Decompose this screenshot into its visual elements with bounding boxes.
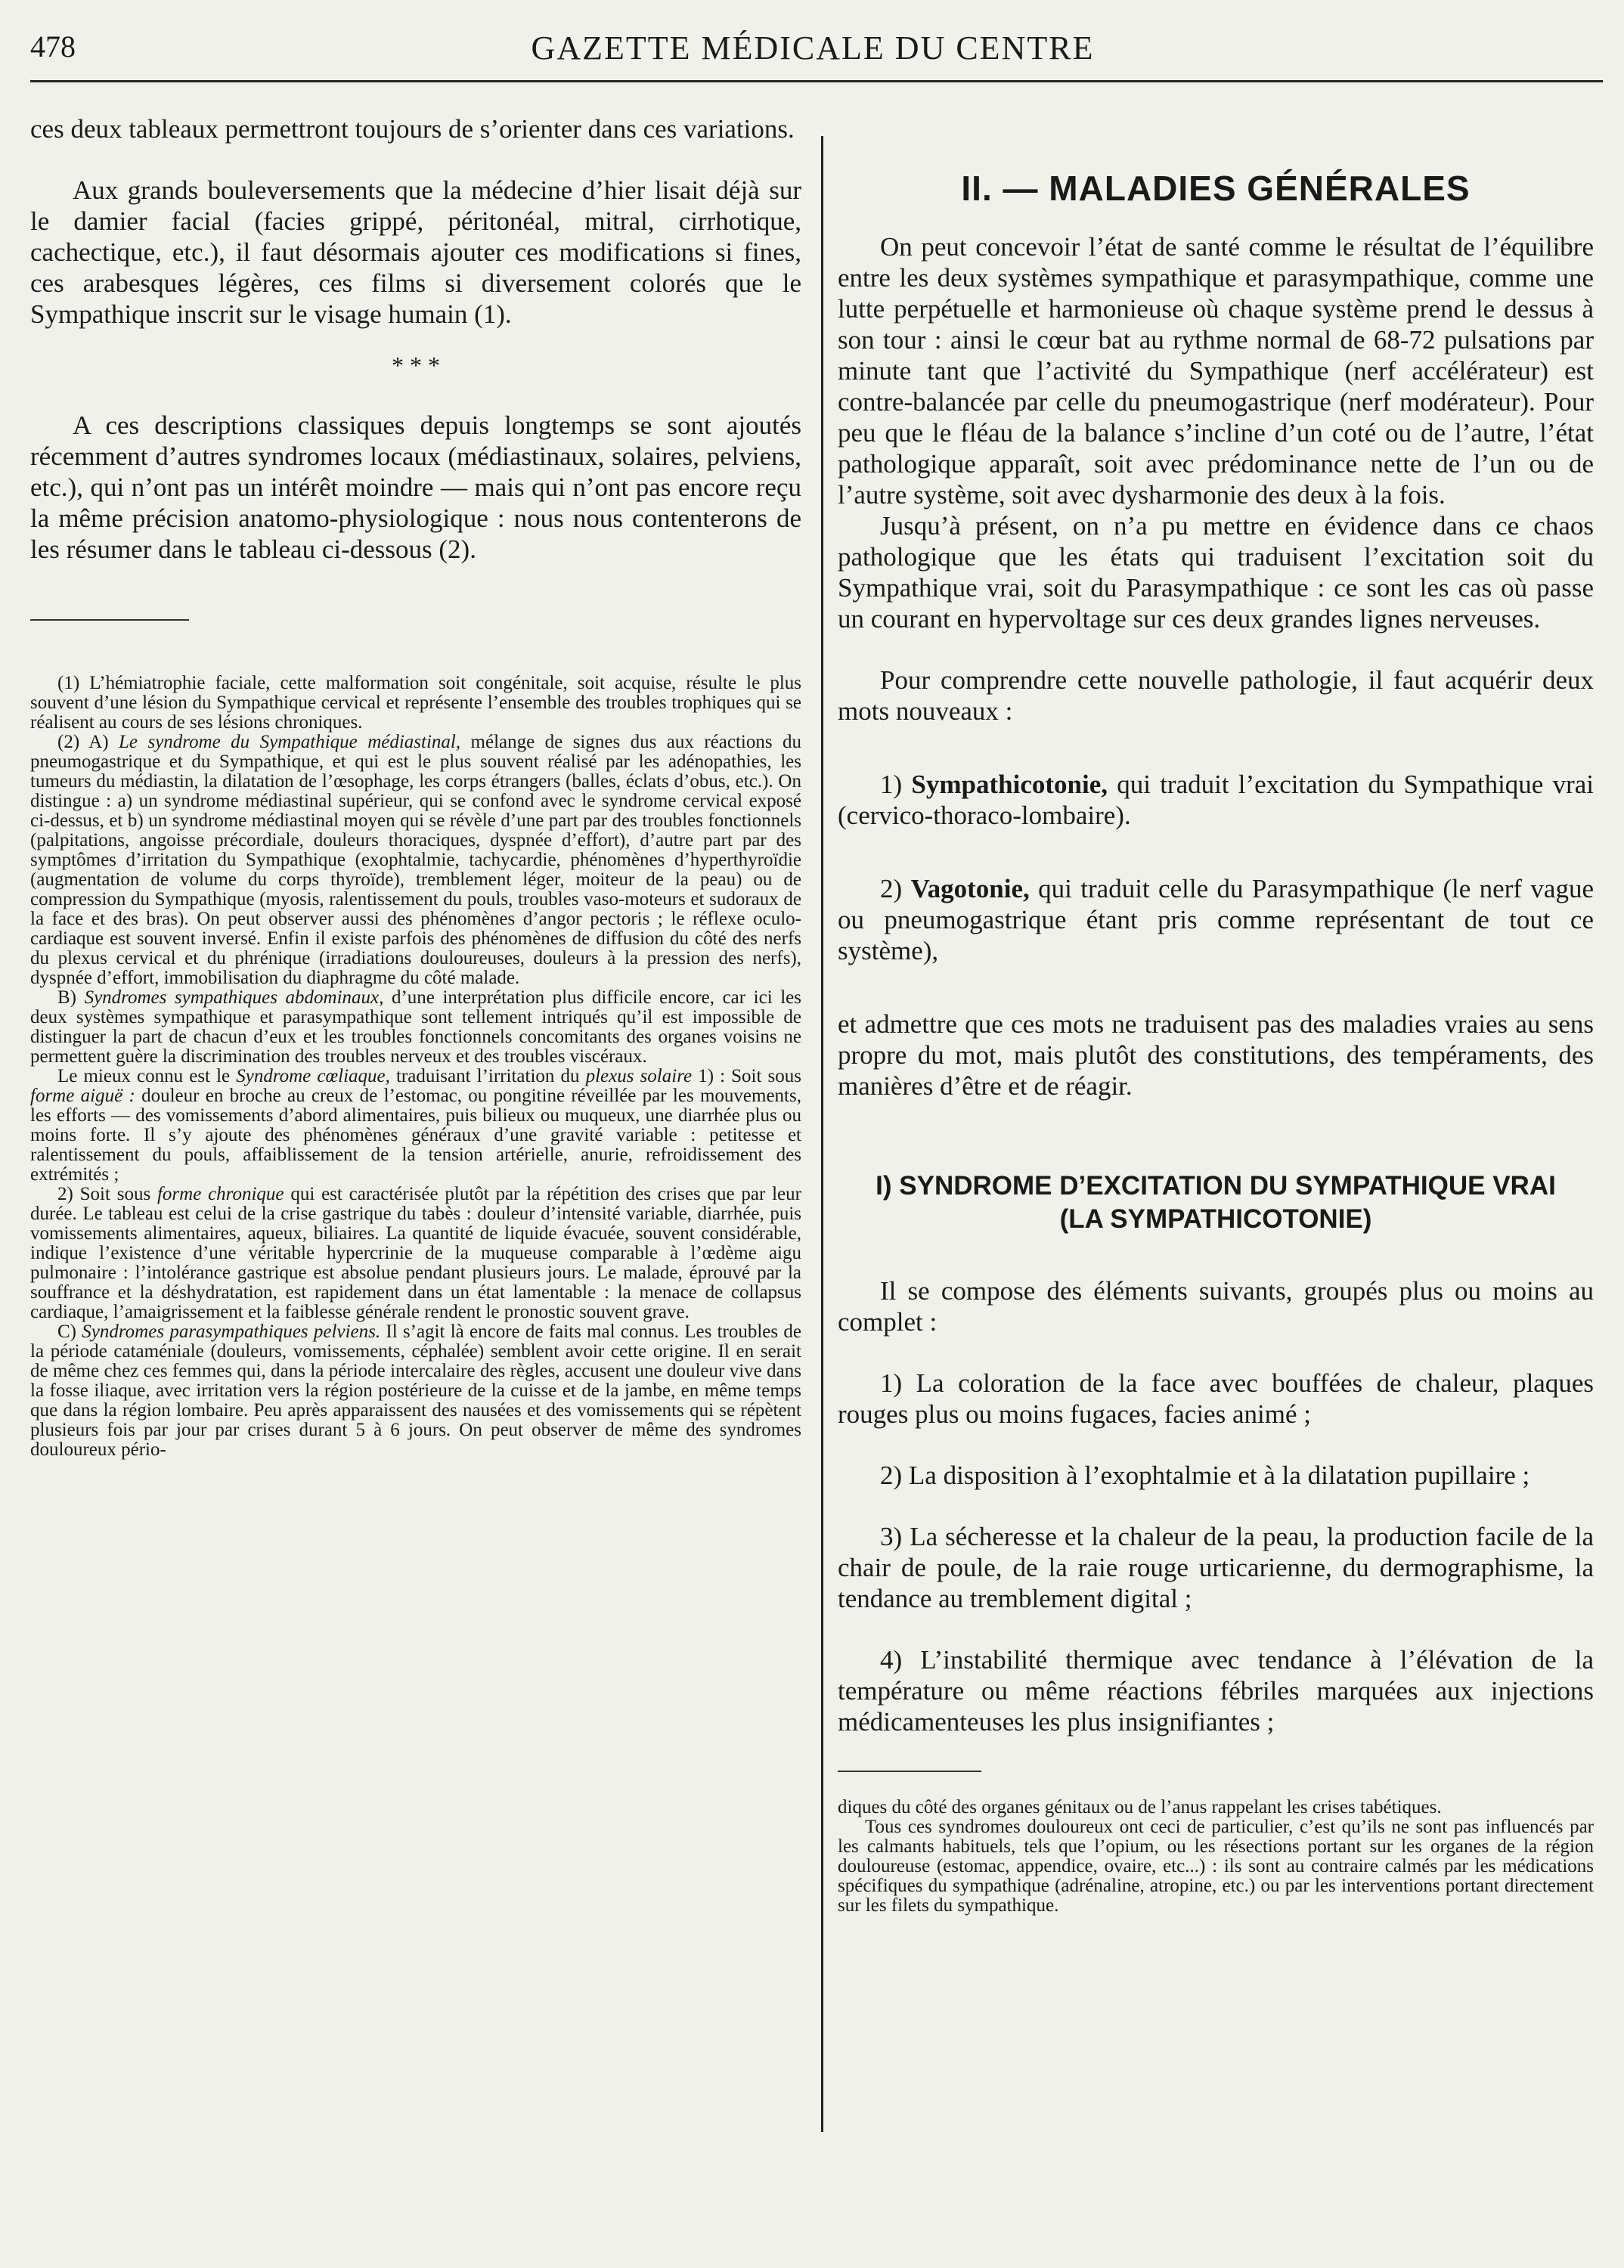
- footnote-2b: B) Syndromes sympathiques abdominaux, d’une interprétation plus difficile encore, car ici les deux systèmes sympathique et parasympathique sont tellement intriqués qu’il est impossible de distinguer la part de chacun d’eux et les troubles fonctionnels concomitants des organes voisins ne permettent guère la discrimination des troubles nerveux et des troubles viscéraux.: [30, 987, 801, 1067]
- footnote-2c: Le mieux connu est le Syndrome cœliaque, traduisant l’irritation du plexus solaire 1) : Soit sous forme aiguë : douleur en broche au creux de l’estomac, ou pongitine réveillée par les mouvements, les efforts — des vomissements d’abord alimentaires, puis bilieux ou muqueux, une diarrhée plus ou moins forte. Il s’y ajoute des phénomènes généraux d’une gravité variable : petitesse et ralentissement du pouls, affaiblissement de la tension artérielle, anurie, refroidissement des extrémités ;: [30, 1066, 801, 1185]
- footnote-continuation: diques du côté des organes génitaux ou de l’anus rappelant les crises tabétiques.: [838, 1797, 1442, 1817]
- list-item: 4) L’instabilité thermique avec tendance à l’élévation de la température ou même réactions fébriles marquées aux injections médicamenteuses les plus insignifiantes ;: [838, 1645, 1594, 1737]
- footnote-rule: [30, 619, 189, 621]
- paragraph-constitutions: et admettre que ces mots ne traduisent pas des maladies vraies au sens propre du mot, mais plutôt des constitutions, des tempéraments, des manières d’être et de réagir.: [838, 1009, 1594, 1101]
- paragraph-syndromes-locaux: A ces descriptions classiques depuis longtemps se sont ajoutés récemment d’autres syndromes locaux (médiastinaux, solaires, pelviens, etc.), qui n’ont pas un intérêt moindre — mais qui n’ont pas encore reçu la même précision anatomo-physiologique : nous nous contenterons de les résumer dans le tableau ci-dessous (2).: [30, 411, 801, 564]
- paragraph-facial: Aux grands bouleversements que la médecine d’hier lisait déjà sur le damier facial (facies grippé, péritonéal, mitral, cirrhotique, cachectique, etc.), il faut désormais ajouter ces modifications si fines, ces arabesques légères, ces films si diversement colorés que le Sympathique inscrit sur le visage humain (1).: [30, 175, 801, 329]
- paragraph-elements: Il se compose des éléments suivants, groupés plus ou moins au complet :: [838, 1276, 1594, 1337]
- header-rule: [30, 80, 1603, 82]
- list-item: 3) La sécheresse et la chaleur de la peau, la production facile de la chair de poule, de la raie rouge urticarienne, du dermographisme, la tendance au tremblement digital ;: [838, 1522, 1594, 1613]
- section-stars: * * *: [392, 352, 440, 379]
- footnote-syndromes-douloureux: Tous ces syndromes douloureux ont ceci de particulier, c’est qu’ils ne sont pas influencés par les calmants habituels, tels que l’opium, ou les résections portant sur les organes de la région douloureuse (estomac, appendice, ovaire, etc...) : ils sont au contraire calmés par les médications spécifiques du sympathique (adrénaline, atropine, etc.) ou par les interventions portant directement sur les filets du sympathique.: [838, 1817, 1594, 1916]
- paragraph-mots-nouveaux: Pour comprendre cette nouvelle pathologie, il faut acquérir deux mots nouveaux :: [838, 665, 1594, 726]
- list-item: 2) La disposition à l’exophtalmie et à la dilatation pupillaire ;: [880, 1461, 1530, 1490]
- paragraph-continuation: ces deux tableaux permettront toujours de s’orienter dans ces variations.: [30, 114, 795, 144]
- page-header: [30, 29, 1595, 74]
- footnote-2d: 2) Soit sous forme chronique qui est caractérisée plutôt par la répétition des crises que par leur durée. Le tableau est celui de la crise gastrique du tabès : douleur d’intensité variable, diarrhée, puis vomissements alimentaires, aqueux, biliaires. La quantité de liquide évacuée, souvent considérable, indique l’existence d’une véritable hypercrinie de la muqueuse comparable à l’œdème aigu pulmonaire : l’intolérance gastrique est absolue pendant plusieurs jours. Le malade, éprouvé par la souffrance et la déshydratation, est rapidement dans un état lamentable : la menace de collapsus cardiaque, l’amaigrissement et la faiblesse générale rendent le pronostic souvent grave.: [30, 1184, 801, 1322]
- paragraph-chaos: Jusqu’à présent, on n’a pu mettre en évidence dans ce chaos pathologique que les états qui traduisent l’excitation soit du Sympathique vrai, soit du Parasympathique : ce sont les cas où passe un courant en hypervoltage sur ces deux grandes lignes nerveuses.: [838, 511, 1594, 634]
- paragraph-equilibre: On peut concevoir l’état de santé comme le résultat de l’équilibre entre les deux systèmes sympathique et parasympathique, comme une lutte perpétuelle et harmonieuse où chaque système prend le dessus à son tour : ainsi le cœur bat au rythme normal de 68-72 pulsations par minute tant que l’activité du Sympathique (nerf accélérateur) est contre-balancée par celle du pneumogastrique (nerf modérateur). Pour peu que le fléau de la balance s’incline d’un coté ou de l’autre, l’état pathologique apparaît, soit avec prédominance nette de l’un ou de l’autre système, soit avec dysharmonie des deux à la fois.: [838, 232, 1594, 510]
- section-title: II. — MALADIES GÉNÉRALES: [961, 169, 1471, 208]
- running-title: GAZETTE MÉDICALE DU CENTRE: [531, 29, 1095, 67]
- footnote-rule: [838, 1771, 981, 1772]
- page-number: 478: [30, 29, 76, 64]
- right-column: [838, 113, 1594, 1916]
- list-item: 1) La coloration de la face avec bouffées de chaleur, plaques rouges plus ou moins fugaces, facies animé ;: [838, 1368, 1594, 1429]
- footnote-2a: (2) A) Le syndrome du Sympathique médiastinal, mélange de signes dus aux réactions du pneumogastrique et du Sympathique, et qui est le plus souvent réalisé par les adénopathies, les tumeurs du médiastin, la dilatation de l’œsophage, les corps étrangers (balles, éclats d’obus, etc.). On distingue : a) un syndrome médiastinal supérieur, qui se confond avec le syndrome cervical exposé ci-dessus, et b) un syndrome médiastinal moyen qui se révèle d’une part par des troubles fonctionnels (palpitations, angoisse précordiale, douleurs thoraciques, dyspnée d’effort), d’autre part par des symptômes d’irritation du Sympathique (exophtalmie, tachycardie, phénomènes d’hyperthyroïdie (augmentation de volume du corps thyroïde), tremblement léger, moiteur de la peau) ou de compression du Sympathique (myosis, ralentissement du pouls, troubles vaso-moteurs et sudoraux de la face et des bras). On peut observer aussi des phénomènes d’angor pectoris ; le réflexe oculo-cardiaque est souvent inversé. Enfin il existe parfois des phénomènes de diffusion du côté des nerfs du plexus cervical et du phrénique (irradiations douloureuses, douleurs à la pression des nerfs), dyspnée d’effort, immobilisation du diaphragme du côté malade.: [30, 732, 801, 988]
- subsection-title: I) SYNDROME D’EXCITATION DU SYMPATHIQUE VRAI (LA SYMPATHICOTONIE): [876, 1171, 1556, 1234]
- footnote-1: (1) L’hémiatrophie faciale, cette malformation soit congénitale, soit acquise, résulte le plus souvent d’une lésion du Sympathique cervical et représente l’ensemble des troubles trophiques qui se réalisent au cours de ses lésions chroniques.: [30, 673, 801, 733]
- footnote-2e: C) Syndromes parasympathiques pelviens. Il s’agit là encore de faits mal connus. Les troubles de la période cataméniale (douleurs, vomissements, céphalée) semblent avoir cette origine. Il en serait de même chez ces femmes qui, dans la période intercalaire des règles, accusent une douleur vive dans la fosse iliaque, avec irritation vers la région postérieure de la cuisse et de la jambe, en même temps que dans la région lombaire. Peu après apparaissent des nausées et des vomissements qui se répètent plusieurs fois par jour par crises durant 5 à 6 jours. On peut observer de même des syndromes douloureux pério-: [30, 1321, 802, 1460]
- term-vagotonie: 2) Vagotonie, qui traduit celle du Parasympathique (le nerf vague ou pneumogastrique étant pris comme représentant de tout ce système),: [838, 874, 1594, 965]
- column-divider: [821, 136, 823, 2132]
- term-sympathicotonie: 1) Sympathicotonie, qui traduit l’excitation du Sympathique vrai (cervico-thoraco-lombaire).: [838, 770, 1594, 830]
- left-column: [30, 113, 801, 1460]
